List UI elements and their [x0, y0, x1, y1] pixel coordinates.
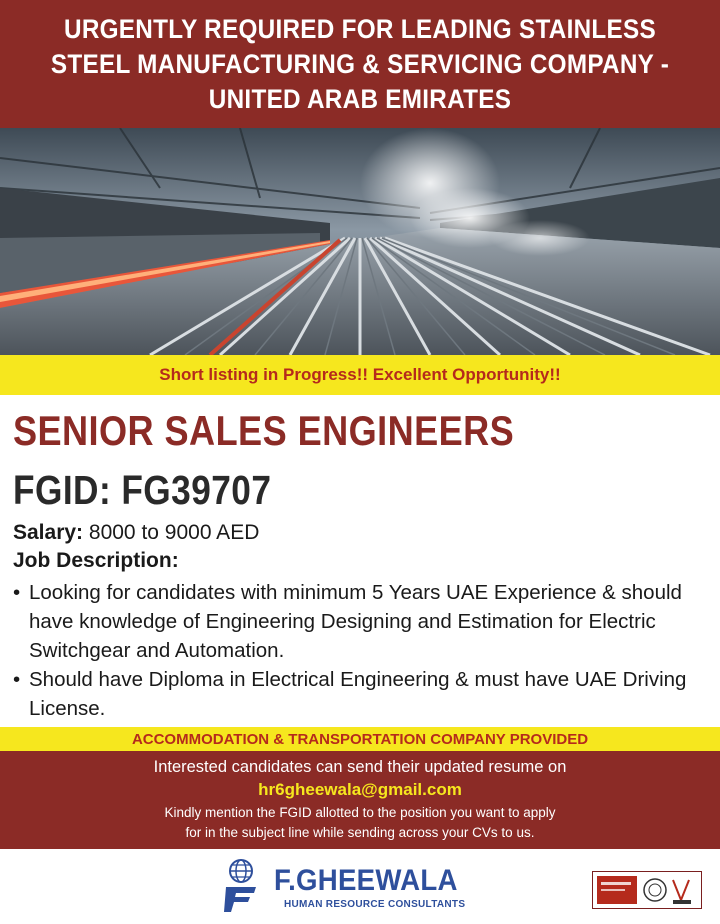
- header-title: URGENTLY REQUIRED FOR LEADING STAINLESS STEEL MANUFACTURING & SERVICING COMPANY - UNITED ARAB EMIRATES: [50, 13, 670, 114]
- salary-line: [13, 521, 259, 545]
- globe-f-logo-icon: [218, 857, 264, 913]
- job-title: SENIOR SALES ENGINEERS: [13, 407, 515, 454]
- job-description-heading: Job Description:: [13, 549, 179, 572]
- salary-value: 8000 to 9000 AED: [88, 521, 260, 544]
- list-item: • Should have Diploma in Electrical Engineering & must have UAE Driving License.: [13, 665, 713, 723]
- fgid-note-line1: Kindly mention the FGID allotted to the position you want to apply: [164, 805, 556, 820]
- brand-tagline: HUMAN RESOURCE CONSULTANTS: [284, 899, 466, 910]
- benefits-text: ACCOMMODATION & TRANSPORTATION COMPANY PROVIDED: [131, 730, 589, 748]
- steel-mill-photo: [0, 128, 720, 355]
- benefits-banner: [0, 727, 720, 751]
- opportunity-text: Short listing in Progress!! Excellent Opportunity!!: [159, 365, 561, 384]
- fgid-code: FGID: FG39707: [13, 467, 272, 513]
- apply-instruction: Interested candidates can send their updated resume on: [153, 758, 567, 776]
- opportunity-banner: [0, 355, 720, 395]
- brand-logo: [218, 857, 518, 917]
- apply-section: [0, 751, 720, 849]
- certification-badge-icon: [592, 871, 702, 909]
- brand-footer: [0, 849, 720, 924]
- job-description-list: [13, 578, 713, 723]
- salary-label: Salary:: [13, 521, 84, 544]
- contact-email[interactable]: hr6gheewala@gmail.com: [258, 780, 462, 799]
- brand-name: F.GHEEWALA: [274, 864, 458, 897]
- fgid-note-line2: for in the subject line while sending across your CVs to us.: [185, 825, 535, 840]
- job-details: [0, 395, 720, 727]
- list-item: • Looking for candidates with minimum 5 Years UAE Experience & should have knowledge of Engineering Designing and Estimation for Electric Switchgear and Automation.: [13, 578, 713, 665]
- header-banner: [0, 0, 720, 128]
